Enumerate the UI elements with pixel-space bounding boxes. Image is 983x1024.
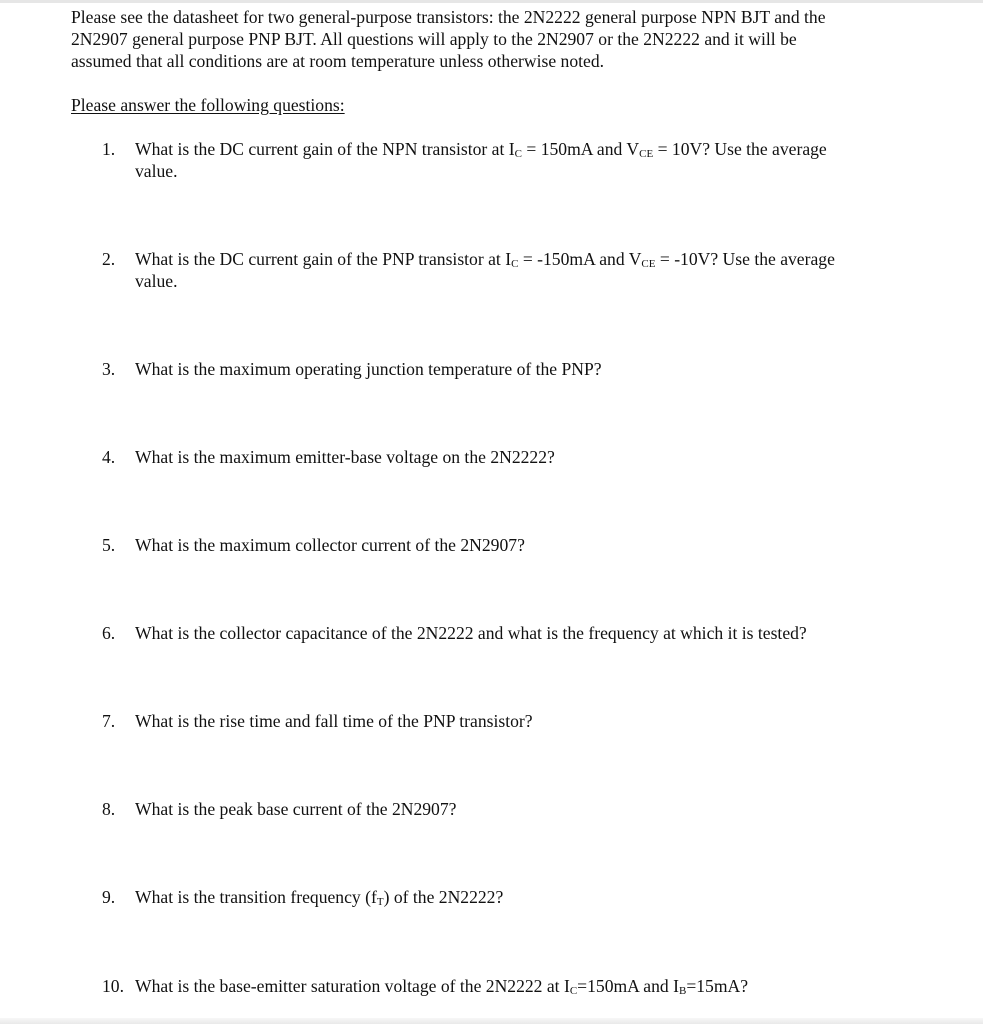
question-text-part: = 150mA and V [521, 139, 640, 159]
question-number: 3. [102, 359, 116, 379]
question-text-part: What is the base-emitter saturation voltage of the 2N2222 at I [135, 976, 570, 996]
question-text [135, 886, 910, 908]
intro-line: Please see the datasheet for two general-purpose transistors: the 2N2222 general purpose NPN BJT and the [71, 7, 826, 27]
question-text: What is the collector capacitance of the 2N2222 and what is the frequency at which it is tested? [135, 623, 807, 643]
question-text-part: =150mA and I [577, 976, 679, 996]
question-number: 9. [102, 887, 116, 907]
question-text [135, 975, 910, 997]
subscript: B [678, 985, 687, 997]
question-text-part: What is the transition frequency (f [135, 887, 377, 907]
question-number: 7. [102, 711, 116, 731]
question-number: 10. [102, 976, 124, 996]
question-text-continuation: value. [135, 271, 178, 291]
intro-line: 2N2907 general purpose PNP BJT. All questions will apply to the 2N2907 or the 2N2222 and it will be [71, 29, 797, 49]
intro-line: assumed that all conditions are at room temperature unless otherwise noted. [71, 51, 605, 71]
question-text-continuation: value. [135, 161, 178, 181]
question-number: 1. [102, 139, 116, 159]
subscript: C [569, 985, 578, 997]
question-text [135, 138, 910, 160]
question-number: 6. [102, 623, 116, 643]
question-text-part: = -150mA and V [518, 249, 642, 269]
subscript: C [514, 148, 522, 160]
question-text-part: = 10V? Use the average [653, 139, 827, 159]
page-bottom-edge [0, 1018, 983, 1024]
question-text: What is the maximum operating junction temperature of the PNP? [135, 359, 602, 379]
question-text: What is the rise time and fall time of the PNP transistor? [135, 711, 533, 731]
question-number: 5. [102, 535, 116, 555]
question-text-part: =15mA? [686, 976, 749, 996]
question-text: What is the peak base current of the 2N2907? [135, 799, 457, 819]
question-number: 2. [102, 249, 116, 269]
question-number: 8. [102, 799, 116, 819]
question-text-part: = -10V? Use the average [655, 249, 835, 269]
question-text: What is the maximum emitter-base voltage on the 2N2222? [135, 447, 555, 467]
page-top-edge [0, 0, 983, 3]
question-text [135, 248, 910, 270]
question-text-part: What is the DC current gain of the NPN transistor at I [135, 139, 515, 159]
subscript: T [376, 896, 384, 908]
question-text-part: What is the DC current gain of the PNP transistor at I [135, 249, 512, 269]
question-text: What is the maximum collector current of the 2N2907? [135, 535, 525, 555]
intro-paragraph [71, 6, 951, 72]
question-number: 4. [102, 447, 116, 467]
subscript: CE [641, 258, 656, 270]
subscript: C [511, 258, 519, 270]
subscript: CE [639, 148, 654, 160]
question-text-part: ) of the 2N2222? [383, 887, 504, 907]
questions-heading: Please answer the following questions: [71, 95, 345, 115]
